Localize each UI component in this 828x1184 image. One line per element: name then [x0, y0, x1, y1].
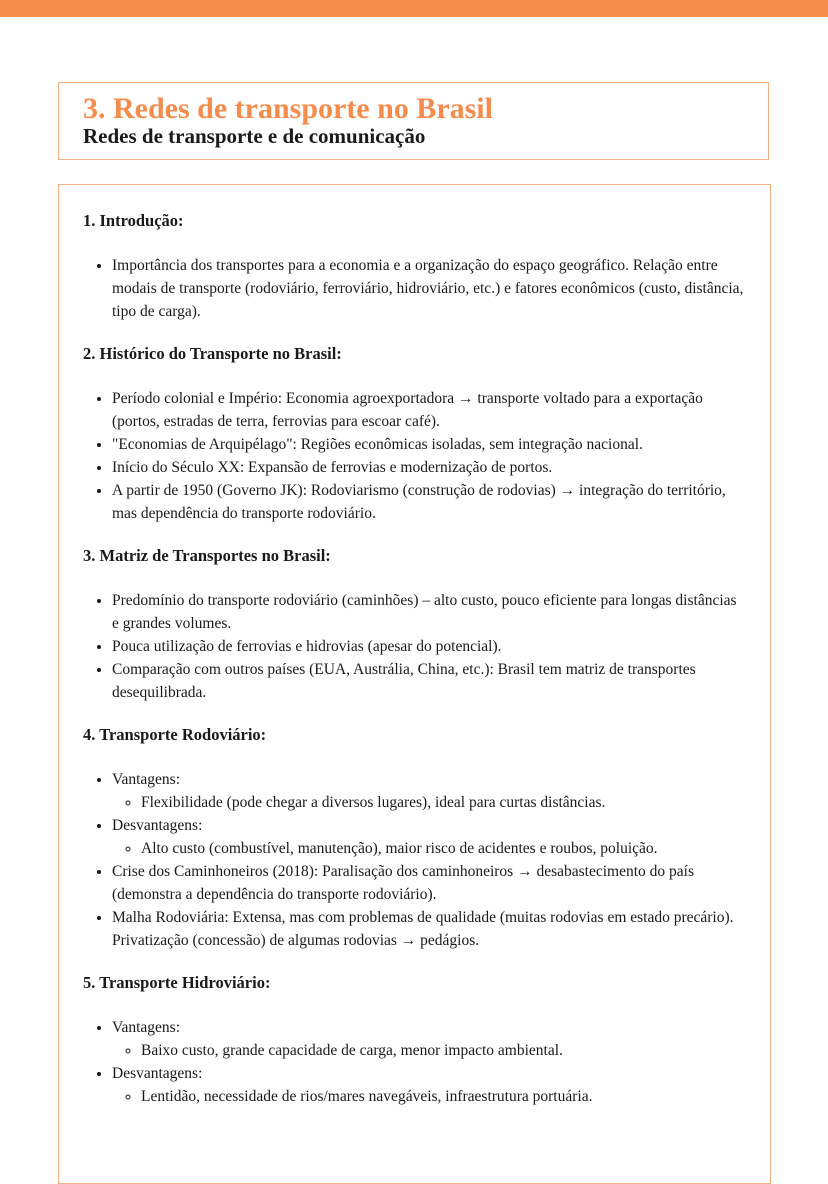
list-item-text: Comparação com outros países (EUA, Austrália, China, etc.): Brasil tem matriz de transportes desequilibrada.: [112, 661, 696, 701]
list-item: [112, 433, 746, 456]
list-item-text: Crise dos Caminhoneiros (2018): Paralisação dos caminhoneiros → desabastecimento do país (demonstra a dependência do transporte rodoviário).: [112, 863, 694, 903]
top-accent-bar: [0, 0, 828, 17]
sub-list: [112, 837, 746, 860]
list-item: [112, 589, 746, 635]
list-item-text: "Economias de Arquipélago": Regiões econômicas isoladas, sem integração nacional.: [112, 436, 643, 453]
list-item: [112, 860, 746, 906]
list-item: [112, 254, 746, 323]
sub-list: [112, 1085, 746, 1108]
section-list: [83, 387, 746, 525]
section-title: 1. Introdução:: [83, 211, 184, 230]
list-item-text: Desvantagens:: [112, 1065, 203, 1082]
sub-list-item: ◦ Alto custo (combustível, manutenção), maior risco de acidentes e roubos, poluição.: [141, 837, 746, 860]
list-item-text: Pouca utilização de ferrovias e hidrovias (apesar do potencial).: [112, 638, 502, 655]
sub-list-item: ◦ Lentidão, necessidade de rios/mares navegáveis, infraestrutura portuária.: [141, 1085, 746, 1108]
list-item-text: Início do Século XX: Expansão de ferrovias e modernização de portos.: [112, 459, 553, 476]
section-title: 3. Matriz de Transportes no Brasil:: [83, 546, 331, 565]
list-item-text: Malha Rodoviária: Extensa, mas com problemas de qualidade (muitas rodovias em estado precário). Privatização (concessão) de algumas rodovias → pedágios.: [112, 909, 734, 949]
sub-list: [112, 791, 746, 814]
page-title: 3. Redes de transporte no Brasil: [83, 92, 493, 125]
list-item-text: Desvantagens:: [112, 817, 203, 834]
list-item-text: Predomínio do transporte rodoviário (caminhões) – alto custo, pouco eficiente para longas distâncias e grandes volumes.: [112, 592, 737, 632]
list-item-text: Vantagens:: [112, 771, 181, 788]
title-box: [58, 82, 769, 160]
list-item: [112, 1062, 746, 1108]
section-list: [83, 589, 746, 704]
list-item-text: Importância dos transportes para a economia e a organização do espaço geográfico. Relação entre modais de transporte (rodoviário, ferroviário, hidroviário, etc.) e fatores econômicos (custo, distância, tipo de carga).: [112, 257, 744, 320]
list-item: [112, 1016, 746, 1062]
list-item-text: Vantagens:: [112, 1019, 181, 1036]
list-item: [112, 906, 746, 952]
sub-list-item: ◦ Flexibilidade (pode chegar a diversos lugares), ideal para curtas distâncias.: [141, 791, 746, 814]
list-item: [112, 456, 746, 479]
section-title: 4. Transporte Rodoviário:: [83, 725, 267, 744]
list-item: [112, 768, 746, 814]
page-subtitle: Redes de transporte e de comunicação: [83, 124, 426, 148]
list-item: [112, 814, 746, 860]
list-item: [112, 479, 746, 525]
section-title: 5. Transporte Hidroviário:: [83, 973, 271, 992]
list-item-text: Período colonial e Império: Economia agroexportadora → transporte voltado para a exportação (portos, estradas de terra, ferrovias para escoar café).: [112, 390, 703, 430]
list-item: [112, 387, 746, 433]
section-title: 2. Histórico do Transporte no Brasil:: [83, 344, 342, 363]
list-item-text: A partir de 1950 (Governo JK): Rodoviarismo (construção de rodovias) → integração do território, mas dependência do transporte rodoviário.: [112, 482, 726, 522]
sub-list: [112, 1039, 746, 1062]
sub-list-item: ◦ Baixo custo, grande capacidade de carga, menor impacto ambiental.: [141, 1039, 746, 1062]
content-box: [58, 184, 771, 1184]
list-item: [112, 635, 746, 658]
section-list: [83, 254, 746, 323]
list-item: [112, 658, 746, 704]
section-list: [83, 768, 746, 952]
section-list: [83, 1016, 746, 1108]
